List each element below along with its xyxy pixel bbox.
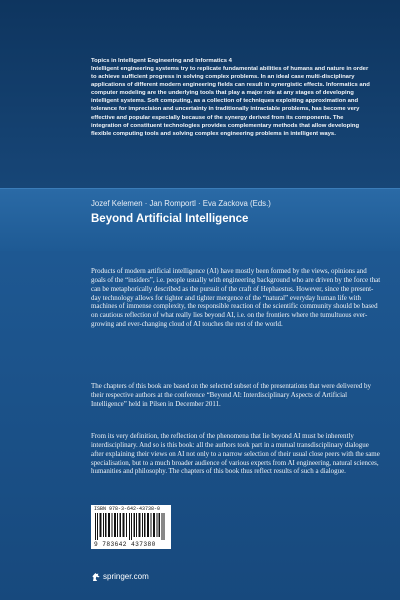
description-paragraph-3: From its very definition, the reflection of the phenomena that lie beyond AI must be inherently interdisciplinary. And so is this book: all the authors took part in a mutual transdisciplinary dialogue after explaining their views on AI not only to a narrow selection of their usual close peers with the same specialisation, but to a much broader audience of various experts from AI engineering, natural sciences, humanities and philosophy. The chapters of this book thus reflect results of such a dialogue. bbox=[91, 432, 380, 476]
series-description: Intelligent engineering systems try to replicate fundamental abilities of humans and nature in order to achieve sufficient progress in solving complex problems. In an ideal case multi-disciplinary applications of different modern engineering fields can result in synergistic effects. Informatics and computer modeling are the underlying tools that play a major role at any stages of developing intelligent systems. Soft computing, as a collection of techniques exploiting approximation and tolerance for imprecision and uncertainty in traditionally intractable problems, has become very effective and popular especially because of the synergy derived from its components. The integration of constituent technologies provides complementary methods that allow developing flexible computing tools and solving complex engineering problems in intelligent ways. bbox=[91, 66, 370, 137]
book-title: Beyond Artificial Intelligence bbox=[91, 213, 249, 225]
series-heading: Topics in Intelligent Engineering and Informatics 4 bbox=[91, 58, 232, 64]
description-paragraph-1: Products of modern artificial intelligence (AI) have mostly been formed by the views, opinions and goals of the “insiders”, i.e. people usually with engineering background who are driven by the force that can be metaphorically described as the pursuit of the craft of Hephaestus. However, since the present-day technology allows for tighter and tighter mergence of the “natural” everyday human life with machines of immense complexity, the responsible reaction of the scientific community should be based on cautious reflection of what really lies beyond AI, i.e. on the frontiers where the tumultuous ever-growing and ever-changing cloud of AI touches the rest of the world. bbox=[91, 267, 381, 329]
isbn-label: ISBN 978-3-642-43738-0 bbox=[94, 506, 161, 512]
isbn-barcode-box bbox=[91, 505, 171, 549]
springer-horse-icon bbox=[91, 572, 101, 582]
publisher-url[interactable]: springer.com bbox=[103, 572, 149, 581]
description-paragraph-2: The chapters of this book are based on the selected subset of the presentations that were delivered by their respective authors at the conference “Beyond AI: Interdisciplinary Aspects of Artificial Intelligence” held in Pilsen in December 2011. bbox=[91, 382, 371, 408]
barcode-number: 9 783642 437380 bbox=[94, 541, 156, 548]
barcode-icon bbox=[95, 513, 167, 540]
book-editors: Jozef Kelemen · Jan Romportl · Eva Zackova (Eds.) bbox=[91, 199, 271, 208]
publisher-link[interactable] bbox=[91, 571, 149, 583]
